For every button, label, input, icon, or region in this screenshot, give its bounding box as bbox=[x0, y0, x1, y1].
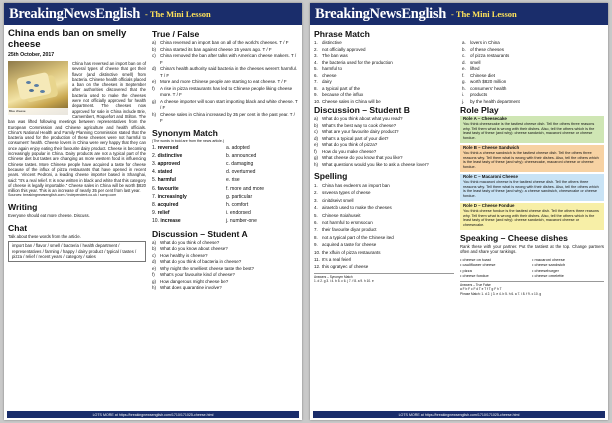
item-key: h) bbox=[314, 161, 319, 167]
item-text: What do you think of cheese? bbox=[160, 239, 220, 245]
item-text: of pizza restaurants bbox=[470, 53, 510, 58]
synonym-pair bbox=[152, 168, 298, 176]
item-key: 9. bbox=[314, 92, 318, 97]
spelling-list bbox=[314, 182, 454, 271]
item-key: f) bbox=[314, 148, 317, 154]
synonym-word: harmful bbox=[157, 177, 176, 184]
synonym-word-cell bbox=[152, 201, 226, 209]
item-text: It's a real feierl bbox=[322, 257, 352, 263]
item-text: What's a typical part of your diet? bbox=[322, 135, 389, 141]
left-column-2 bbox=[314, 105, 454, 283]
item-key: 2. bbox=[314, 190, 318, 196]
role-card bbox=[460, 145, 604, 172]
item-key: 6. bbox=[314, 220, 318, 226]
item-text: Cheese sales in China increased by 35 per cent in the past year. T / F bbox=[160, 111, 295, 123]
cheese-dish-label: pizza bbox=[462, 267, 472, 273]
chat-word-box: import ban / flavor / smell / bacteria / health department / representatives / farming / happy / dairy product / typical / tastes / pizza / relief / recent years / category / sales bbox=[8, 241, 146, 262]
item-text: Cheese sales in China will be bbox=[322, 98, 381, 104]
item-key: 10. bbox=[314, 249, 321, 255]
synonym-option-cell bbox=[226, 152, 256, 160]
synonym-word-cell bbox=[152, 176, 226, 184]
synonym-pair bbox=[152, 201, 298, 209]
synonym-word: stated bbox=[157, 169, 173, 176]
cheese-dish-label: cheese omelette bbox=[534, 273, 564, 279]
synonym-number: 3. bbox=[152, 160, 157, 167]
cheese-dish-label: cauliflower cheese bbox=[462, 262, 496, 268]
site-logo[interactable]: BreakingNewsEnglish bbox=[315, 5, 447, 22]
synonym-word-cell bbox=[152, 160, 226, 168]
synonym-option: more and more bbox=[230, 185, 265, 192]
spelling-item bbox=[314, 263, 454, 270]
speaking-list bbox=[460, 257, 604, 279]
item-key: f) bbox=[152, 85, 155, 91]
lesson-page-1 bbox=[4, 3, 302, 420]
chat-heading: Chat bbox=[8, 222, 28, 233]
item-key: e) bbox=[152, 79, 157, 84]
item-text: Chinese rtoiahuseit bbox=[322, 212, 361, 218]
item-key: a) bbox=[152, 239, 157, 245]
spelling-item bbox=[314, 234, 454, 241]
synonym-pair bbox=[152, 152, 298, 160]
synonym-word: relief bbox=[157, 210, 170, 217]
phrase-match-heading: Phrase Match bbox=[314, 29, 370, 39]
synonym-word-cell bbox=[152, 168, 226, 176]
item-key: c) bbox=[314, 129, 318, 134]
item-key: 7. bbox=[314, 79, 318, 84]
role-title: Role A – Cheesecake bbox=[463, 116, 507, 121]
true-false-heading: True / False bbox=[152, 29, 200, 39]
synonym-word: favourite bbox=[157, 185, 179, 192]
item-text: What do you think of bacteria in cheese? bbox=[160, 259, 242, 265]
synonym-option-cell bbox=[226, 176, 240, 184]
synonym-match-list bbox=[152, 144, 298, 226]
spelling-item bbox=[314, 219, 454, 226]
cheese-dish-item: • cheese fondue bbox=[460, 273, 489, 279]
item-key: j. bbox=[462, 98, 465, 104]
synonym-number: 4. bbox=[152, 169, 157, 176]
spelling-item bbox=[314, 212, 454, 219]
item-key: e. bbox=[462, 66, 466, 71]
item-key: 5. bbox=[314, 212, 318, 218]
phrase-match-left bbox=[314, 40, 462, 105]
synonym-letter: f. bbox=[226, 185, 229, 192]
item-key: d) bbox=[152, 66, 157, 71]
role-card bbox=[460, 203, 604, 230]
cheese-dish-item: • cauliflower cheese bbox=[460, 262, 496, 268]
synonym-option-cell bbox=[226, 160, 253, 168]
item-text: acquired a taste for cheese bbox=[322, 242, 377, 248]
synonym-option-cell bbox=[226, 193, 252, 201]
item-key: a) bbox=[152, 40, 157, 45]
item-key: g) bbox=[314, 155, 319, 160]
synonym-pair bbox=[152, 209, 298, 217]
synonym-number: 8. bbox=[152, 201, 157, 208]
item-text: distinctive bbox=[322, 40, 342, 45]
item-text: a typical part of the bbox=[322, 85, 361, 91]
role-text: You think a cheese sandwich is the tastiest cheese dish. Tell the others three reasons why. Tell them what is wrong with their dishes. Also, tell the others which is the least tasty of these (and why): cheesecake, macaroni cheese or cheese fondue. bbox=[463, 150, 599, 170]
article-sources: Sources: breakingnewsenglish.com / independent.co.uk / scmp.com bbox=[8, 193, 117, 198]
true-false-item bbox=[152, 53, 298, 66]
writing-heading: Writing bbox=[8, 202, 38, 213]
synonym-number: 1. bbox=[152, 144, 157, 151]
item-key: e) bbox=[152, 265, 157, 271]
item-key: g. bbox=[462, 79, 466, 84]
item-text: consumers' health bbox=[470, 85, 507, 91]
item-key: 4. bbox=[314, 59, 318, 65]
article-column bbox=[8, 29, 146, 262]
article-title: China ends ban on smelly cheese bbox=[8, 28, 127, 50]
item-text: dairy bbox=[322, 79, 332, 84]
cheese-photo bbox=[8, 61, 68, 115]
article-date: 25th October, 2017 bbox=[8, 52, 55, 58]
synonym-number: 9. bbox=[152, 210, 157, 217]
item-text: What's the best way to cook cheese? bbox=[322, 122, 397, 128]
synonym-pair bbox=[152, 185, 298, 193]
role-text: You think macaroni cheese is the tastiest cheese dish. Tell the others three reasons why. Tell them what is wrong with their dishes. Also, tell the others which is the least tasty of these (and why): a cheese sandwich, cheesecake or cheese fondue. bbox=[463, 179, 599, 199]
item-key: a. bbox=[462, 40, 466, 45]
item-text: What cheese do you know that you like? bbox=[322, 155, 403, 160]
photo-caption: Blue cheese bbox=[8, 108, 68, 115]
item-text: the xlfuin of pizza restaurants bbox=[322, 249, 381, 255]
item-key: 8. bbox=[314, 234, 318, 240]
synonym-letter: a. bbox=[226, 144, 231, 151]
item-text: What does quarantine involve? bbox=[160, 285, 222, 291]
item-key: 8. bbox=[314, 85, 318, 91]
synonym-note: (The words in bold are from the news article.) bbox=[152, 138, 225, 143]
synonym-word-cell bbox=[152, 185, 226, 193]
item-key: d) bbox=[152, 259, 157, 265]
item-key: 12. bbox=[314, 264, 321, 270]
item-text: not a typical part of the Chinese ited bbox=[322, 234, 394, 240]
synonym-word-cell bbox=[152, 152, 226, 160]
synonym-letter: g. bbox=[226, 193, 231, 200]
discussion-a-item bbox=[152, 285, 298, 292]
article-text: China has reversed an import ban on of several types of cheese that get their flavor (and distinctive smell) from bacteria. Chinese health officials placed a ban on the cheeses in September after authorities discovered that the bacteria used to make the cheeses were not officially approved for health department. The cheeses now approved for sale in China include Brie, Camembert, Roquefort and Stilton. The ban was lifted following meetings between representatives from the European Commission and Chinese agriculture and health officials. China's National Health and Family Planning Commission stated that the bacteria used for the production of these cheeses were not harmful to consumers' health. Cheese lovers in China were very happy that they can once again enjoy eating their favourite dairy product. Cheese is becoming increasingly popular in China. Dairy products are not a typical part of the Chinese diet but tastes are changing as more western food is influencing Chinese tastes. More Chinese people have acquired a taste for cheese because of the influx of pizza restaurants that have opened in recent years. Vincent Pedroni, a leading cheese importer based in Shanghai, said: "It's a real relief. It is now written in black and white that this category of cheese is legally importable." Cheese sales in China will be worth $820 million this year. This is an increase of nearly 35 per cent from last year. bbox=[8, 61, 146, 194]
true-false-item bbox=[152, 112, 298, 125]
cheese-dish-label: cheese sandwich bbox=[534, 262, 566, 268]
item-text: cinitdseivt smell bbox=[322, 197, 354, 203]
true-false-list bbox=[152, 40, 298, 125]
item-key: c) bbox=[152, 252, 156, 258]
discussion-a-list bbox=[152, 240, 298, 292]
item-text: What's your favourite kind of cheese? bbox=[160, 272, 235, 278]
synonym-word: acquired bbox=[157, 201, 179, 208]
item-key: b) bbox=[314, 122, 319, 128]
item-key: h) bbox=[152, 111, 157, 117]
item-key: b) bbox=[152, 246, 157, 252]
phrase-match-grid bbox=[314, 40, 604, 105]
cheese-dish-item: • pizza bbox=[460, 267, 472, 273]
item-key: 1. bbox=[314, 183, 318, 188]
synonym-word: distinctive bbox=[157, 152, 183, 159]
role-card bbox=[460, 116, 604, 143]
page-banner bbox=[4, 3, 302, 25]
item-text: A rise in pizza restaurants has led to Chinese people liking cheese more. T / F bbox=[160, 85, 293, 97]
item-text: What do you know about cheese? bbox=[160, 246, 228, 252]
item-key: c. bbox=[462, 53, 466, 58]
item-text: The ban was bbox=[322, 53, 348, 58]
item-key: 11. bbox=[314, 257, 320, 263]
item-key: 3. bbox=[314, 197, 318, 203]
item-text: by the health department bbox=[470, 98, 520, 104]
item-text: How dangerous might cheese be? bbox=[160, 278, 229, 284]
exercise-column bbox=[152, 29, 298, 292]
item-text: lovers in China bbox=[470, 40, 500, 45]
page-footer-link[interactable]: LOTS MORE at https://breakingnewsenglish.com/1710/171025-cheese.html bbox=[7, 411, 299, 418]
item-key: 4. bbox=[314, 205, 318, 211]
item-text: ssveera types of cheese bbox=[322, 190, 371, 196]
synonym-option: rise bbox=[231, 177, 240, 184]
synonym-word: approved bbox=[157, 160, 181, 167]
item-text: lifted bbox=[470, 66, 480, 71]
synonym-option-cell bbox=[226, 209, 251, 217]
item-key: 5. bbox=[314, 66, 318, 71]
cheese-dish-label: cheeseburger bbox=[534, 267, 559, 273]
synonym-option-cell bbox=[226, 217, 257, 225]
synonym-number: 10. bbox=[152, 218, 159, 225]
spelling-item bbox=[314, 241, 454, 248]
phrase-match-right bbox=[462, 40, 604, 105]
banner-subtitle: - The Mini Lesson bbox=[451, 9, 517, 19]
cheese-dish-label: cheese fondue bbox=[462, 273, 489, 279]
item-text: A cheese importer will soon start importing black and white cheese. T / F bbox=[160, 98, 298, 110]
synonym-option-cell bbox=[226, 185, 264, 193]
synonym-option: overturned bbox=[231, 169, 256, 176]
synonym-number: 6. bbox=[152, 185, 157, 192]
item-text: their favourite diyar product bbox=[322, 227, 377, 233]
synonym-pair bbox=[152, 193, 298, 201]
cheese-dish-item: • macaroni cheese bbox=[532, 256, 565, 262]
item-key: 10. bbox=[314, 98, 321, 104]
synonym-letter: e. bbox=[226, 177, 231, 184]
synonym-word-cell bbox=[152, 209, 226, 217]
cheese-dish-item: • cheese sandwich bbox=[532, 262, 566, 268]
discussion-b-item bbox=[314, 162, 454, 169]
item-text: More and more Chinese people are starting to eat cheese. T / F bbox=[160, 79, 287, 84]
item-text: What are your favourite dairy product? bbox=[322, 129, 399, 134]
item-key: d. bbox=[462, 59, 466, 65]
synonym-letter: b. bbox=[226, 152, 231, 159]
item-key: 7. bbox=[314, 227, 318, 233]
spelling-heading: Spelling bbox=[314, 171, 348, 181]
role-play-heading: Role Play bbox=[460, 105, 499, 115]
item-key: h) bbox=[152, 285, 157, 291]
role-title: Role C – Macaroni Cheese bbox=[463, 173, 518, 179]
item-text: China started its ban against cheese 15 years ago. T / F bbox=[160, 46, 272, 52]
discussion-b-heading: Discussion – Student B bbox=[314, 105, 410, 115]
cheese-dish-label: cheese on toast bbox=[462, 256, 491, 262]
role-text: You think cheesecake is the tastiest cheese dish. Tell the others three reasons why. Tell them what is wrong with their dishes. Also, tell the others which is the least tasty of these (and why): cheese sandwich, macaroni cheese or cheese fondue. bbox=[463, 121, 595, 141]
item-key: e) bbox=[314, 142, 319, 147]
synonym-number: 2. bbox=[152, 152, 157, 159]
synonym-option: adopted bbox=[231, 144, 250, 151]
item-text: Chinese diet bbox=[470, 72, 496, 78]
site-logo[interactable]: BreakingNewsEnglish bbox=[9, 5, 141, 22]
item-text: smell bbox=[470, 59, 481, 65]
item-text: of these cheeses bbox=[470, 46, 505, 52]
item-text: China removed the ban after talks with American cheese makers. T / F bbox=[160, 53, 297, 65]
speaking-heading: Speaking – Cheese dishes bbox=[460, 232, 568, 243]
discussion-b-list bbox=[314, 116, 454, 168]
synonym-option: endorsed bbox=[229, 210, 251, 217]
synonym-match-heading: Synonym Match bbox=[152, 127, 218, 138]
role-title: Role D – Cheese Fondue bbox=[463, 202, 515, 208]
item-text: airaetcb used to make the cheeses bbox=[322, 205, 392, 211]
synonym-option-cell bbox=[226, 201, 248, 209]
speaking-text: Rank these with your partner. Put the tastiest at the top. Change partners often and share your rankings. bbox=[460, 243, 604, 255]
synonym-option: announced bbox=[231, 152, 257, 159]
synonym-word-cell bbox=[152, 193, 226, 201]
synonym-word: increase bbox=[160, 218, 181, 225]
item-text: because of the influx bbox=[322, 92, 364, 97]
item-key: 9. bbox=[314, 242, 318, 248]
item-text: China's health authority said bacteria in the cheeses weren't harmful. T / F bbox=[160, 66, 298, 78]
true-false-item bbox=[152, 86, 298, 99]
item-key: a) bbox=[314, 116, 319, 121]
item-key: g) bbox=[152, 278, 157, 284]
item-text: China reversed an import ban on all of the world's cheeses. T / F bbox=[160, 40, 289, 45]
role-card bbox=[460, 174, 604, 201]
item-key: f) bbox=[152, 272, 155, 278]
synonym-pair bbox=[152, 144, 298, 152]
role-play-list bbox=[460, 116, 604, 230]
synonym-letter: j. bbox=[226, 218, 229, 225]
synonym-option: number-one bbox=[229, 218, 257, 225]
article-body bbox=[8, 61, 146, 193]
role-text: You think cheese fondue is the tastiest cheese dish. Tell the others three reasons why. Tell them what is wrong with their dishes. Also, tell the others which is the least tasty of these (and why): cheese sandwich, macaroni cheese or cheesecake. bbox=[463, 208, 599, 228]
tf-phrase-answers: Answers – True False a F b F c F d T e T f T g F h T Phrase Match: 1. d 2. j 3. e 4. b 5. h 6. a 7. i 8. f 9. c 10. g bbox=[460, 281, 604, 296]
synonym-number: 5. bbox=[152, 177, 157, 184]
synonym-option: comfort bbox=[231, 201, 249, 208]
item-key: c) bbox=[152, 53, 156, 58]
item-text: What do you think of pizza? bbox=[322, 142, 378, 147]
chat-text: Talk about these words from the article. bbox=[8, 233, 81, 239]
item-key: 2. bbox=[314, 46, 318, 52]
item-text: Why might the smelliest cheese taste the best? bbox=[160, 265, 255, 271]
item-text: the bacteria used for the production bbox=[322, 59, 393, 65]
cheese-dish-label: macaroni cheese bbox=[534, 256, 565, 262]
synonym-option-cell bbox=[226, 168, 255, 176]
synonym-option: damaging bbox=[231, 160, 254, 167]
item-text: this ogratyec of cheese bbox=[322, 264, 369, 270]
item-key: g) bbox=[152, 98, 157, 104]
item-key: 1. bbox=[314, 40, 318, 45]
page-banner bbox=[310, 3, 608, 25]
spelling-item bbox=[314, 189, 454, 196]
synonym-word-cell bbox=[152, 217, 226, 225]
item-text: not harmful to ersmsocun bbox=[322, 220, 373, 226]
item-text: worth $820 million bbox=[470, 79, 507, 84]
spelling-item bbox=[314, 226, 454, 233]
synonym-pair bbox=[152, 160, 298, 168]
cheese-dish-item: • cheese on toast bbox=[460, 256, 491, 262]
item-text: How healthy is cheese? bbox=[160, 252, 208, 258]
lesson-page-2 bbox=[310, 3, 608, 420]
item-text: China has evdeerrs an import ban bbox=[322, 183, 390, 188]
cheese-dish-item: • cheese omelette bbox=[532, 273, 564, 279]
role-title: Role B – Cheese Sandwich bbox=[463, 144, 520, 150]
item-key: b. bbox=[462, 46, 466, 52]
item-key: 6. bbox=[314, 72, 318, 78]
item-key: d) bbox=[314, 135, 319, 141]
spelling-item bbox=[314, 249, 454, 256]
true-false-item bbox=[152, 99, 298, 112]
synonym-letter: c. bbox=[226, 160, 230, 167]
item-text: products bbox=[470, 92, 488, 97]
item-text: What questions would you like to ask a cheese lover? bbox=[322, 161, 429, 167]
synonym-word-cell bbox=[152, 144, 226, 152]
synonym-number: 7. bbox=[152, 193, 157, 200]
banner-subtitle: - The Mini Lesson bbox=[145, 9, 211, 19]
synonym-word: reversed bbox=[157, 144, 179, 151]
spelling-item bbox=[314, 204, 454, 211]
synonym-answers: Answers – Synonym Match 1. d 2. g 3. i 4. b 5. c 6. j 7. f 8. a 9. h 10. e bbox=[314, 273, 454, 284]
cheese-dish-item: • cheeseburger bbox=[532, 267, 559, 273]
item-text: How do you make cheese? bbox=[322, 148, 377, 154]
spelling-item bbox=[314, 182, 454, 189]
synonym-option: particular bbox=[231, 193, 253, 200]
discussion-a-heading: Discussion – Student A bbox=[152, 228, 248, 239]
spelling-item bbox=[314, 256, 454, 263]
item-text: What do you think about what you read? bbox=[322, 116, 403, 121]
synonym-pair bbox=[152, 176, 298, 184]
synonym-option-cell bbox=[226, 144, 250, 152]
synonym-pair bbox=[152, 217, 298, 225]
writing-text: Everyone should eat more cheese. Discuss. bbox=[8, 213, 90, 219]
true-false-item bbox=[152, 66, 298, 79]
item-key: h. bbox=[462, 85, 466, 91]
synonym-letter: i. bbox=[226, 210, 229, 217]
synonym-letter: h. bbox=[226, 201, 231, 208]
right-column-2 bbox=[460, 105, 604, 296]
item-text: harmful to bbox=[322, 66, 343, 71]
synonym-word: increasingly bbox=[157, 193, 187, 200]
item-key: 3. bbox=[314, 53, 318, 58]
page-footer-link[interactable]: LOTS MORE at https://breakingnewsenglish.com/1710/171025-cheese.html bbox=[313, 411, 605, 418]
item-text: not officially approved bbox=[322, 46, 366, 52]
synonym-letter: d. bbox=[226, 169, 231, 176]
item-key: b) bbox=[152, 46, 157, 52]
item-key: i. bbox=[462, 92, 465, 97]
phrase-match-section bbox=[314, 29, 604, 105]
spelling-item bbox=[314, 197, 454, 204]
item-key: f. bbox=[462, 72, 465, 78]
item-text: cheese bbox=[322, 72, 337, 78]
